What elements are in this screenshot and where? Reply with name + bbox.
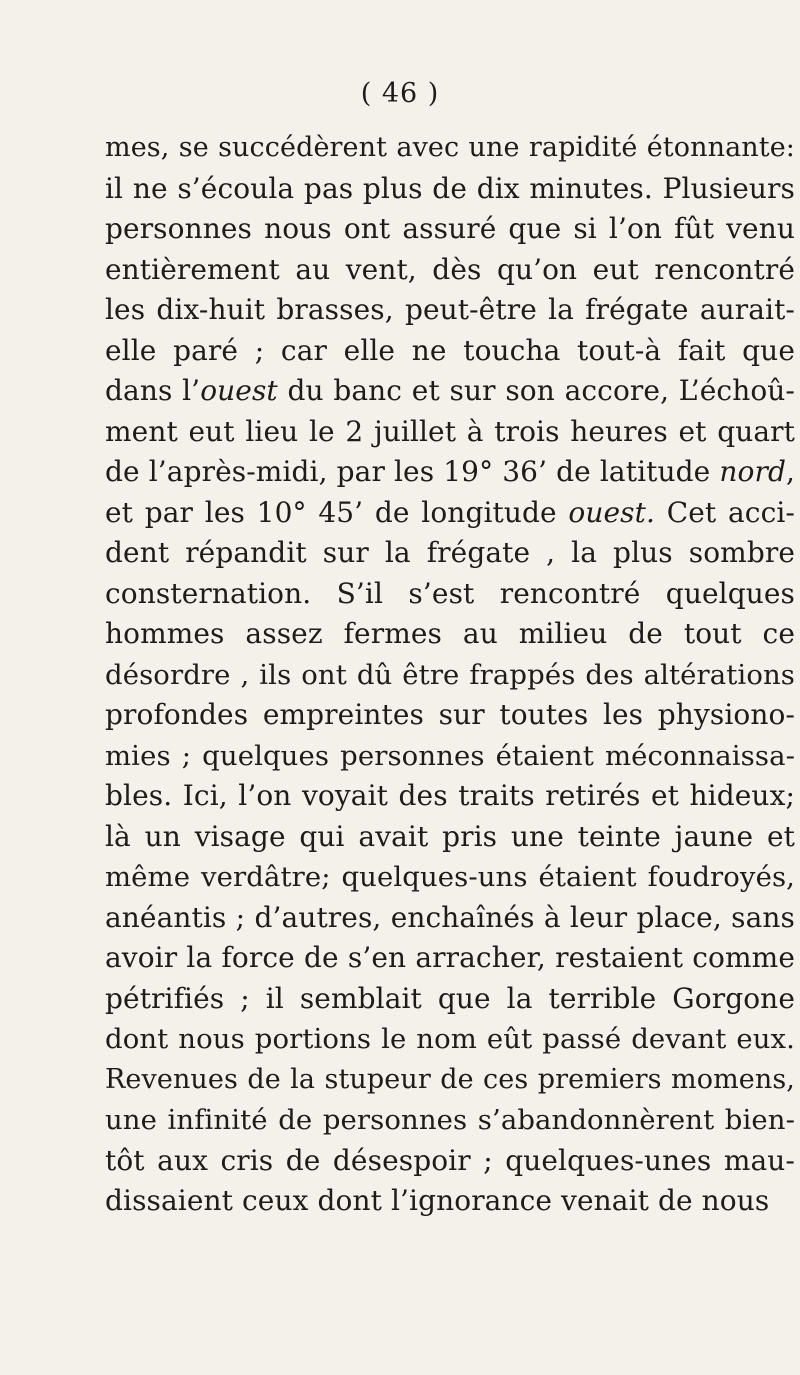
italic-text: ouest [200, 374, 278, 407]
text-run: personnes nous ont assuré que si l’on fût venu [105, 212, 795, 245]
text-run: hommes assez fermes au milieu de tout ce [105, 617, 795, 650]
text-run: avoir la force de s’en arracher, restaient comme [105, 941, 795, 974]
text-line [105, 736, 795, 777]
italic-text: nord [719, 455, 786, 488]
text-run: même verdâtre; quelques-uns étaient foudroyés, [105, 861, 795, 893]
text-run: une infinité de personnes s’abandonnèrent bien- [105, 1104, 795, 1136]
text-line [105, 331, 795, 372]
text-line [105, 290, 795, 331]
page-number: ( 46 ) [360, 78, 440, 109]
text-run: désordre , ils ont dû être frappés des altérations [105, 658, 795, 691]
text-line [105, 614, 795, 655]
body-text [105, 128, 795, 1222]
text-line [105, 1019, 795, 1060]
text-run: là un visage qui avait pris une teinte jaune et [105, 819, 795, 853]
text-line [105, 1181, 795, 1222]
text-run: de l’après-midi, par les 19° 36’ de latitude [105, 455, 720, 488]
text-line [105, 574, 795, 615]
text-run: consternation. S’il s’est rencontré quelques [105, 576, 795, 610]
text-line [105, 695, 795, 736]
text-line [105, 452, 795, 493]
italic-text: ouest. [568, 495, 656, 529]
text-line [105, 898, 795, 939]
text-run: profondes empreintes sur toutes les physiono- [105, 698, 795, 731]
text-run: Cet acci- [655, 495, 795, 529]
text-run: entièrement au vent, dès qu’on eut rencontré [105, 252, 795, 286]
text-line [105, 857, 795, 898]
text-line [105, 1060, 795, 1101]
text-run: dent répandit sur la frégate , la plus sombre [105, 536, 795, 569]
text-line [105, 169, 795, 210]
text-run: mies ; quelques personnes étaient méconnaissa- [105, 739, 795, 772]
text-run: il ne s’écoula pas plus de dix minutes. Plusieurs [105, 171, 795, 205]
text-line [105, 1100, 795, 1141]
text-run: du banc et sur son accore, L’échoû- [277, 374, 795, 407]
text-run: les dix-huit brasses, peut-être la frégate aurait- [105, 293, 795, 326]
text-run: anéantis ; d’autres, enchaînés à leur place, sans [105, 900, 795, 934]
text-run: elle paré ; car elle ne toucha tout-à fait que [105, 333, 795, 367]
text-run: Revenues de la stupeur de ces premiers momens, [105, 1063, 795, 1095]
text-line [105, 1141, 795, 1182]
text-run: dont nous portions le nom eût passé devant eux. [105, 1023, 795, 1055]
text-line [105, 817, 795, 858]
text-line [105, 938, 795, 979]
text-line [105, 412, 795, 453]
text-run: pétrifiés ; il semblait que la terrible Gorgone [105, 981, 795, 1015]
text-line [105, 250, 795, 291]
text-run: dissaient ceux dont l’ignorance venait de nous [105, 1184, 770, 1217]
text-run: dans l’ [105, 374, 201, 407]
text-run: tôt aux cris de désespoir ; quelques-unes mau- [105, 1143, 795, 1177]
text-line [105, 493, 795, 534]
text-line [105, 979, 795, 1020]
text-run: mes, se succédèrent avec une rapidité étonnante: [105, 132, 795, 163]
text-line [105, 371, 795, 412]
text-run: ment eut lieu le 2 juillet à trois heures et quart [105, 414, 795, 448]
text-run: bles. Ici, l’on voyait des traits retirés et hideux; [105, 779, 795, 812]
text-line [105, 533, 795, 574]
text-run: et par les 10° 45’ de longitude [105, 495, 569, 529]
text-run: , [785, 455, 795, 488]
text-line [105, 209, 795, 250]
text-line [105, 128, 795, 169]
text-line [105, 655, 795, 696]
text-line [105, 776, 795, 817]
